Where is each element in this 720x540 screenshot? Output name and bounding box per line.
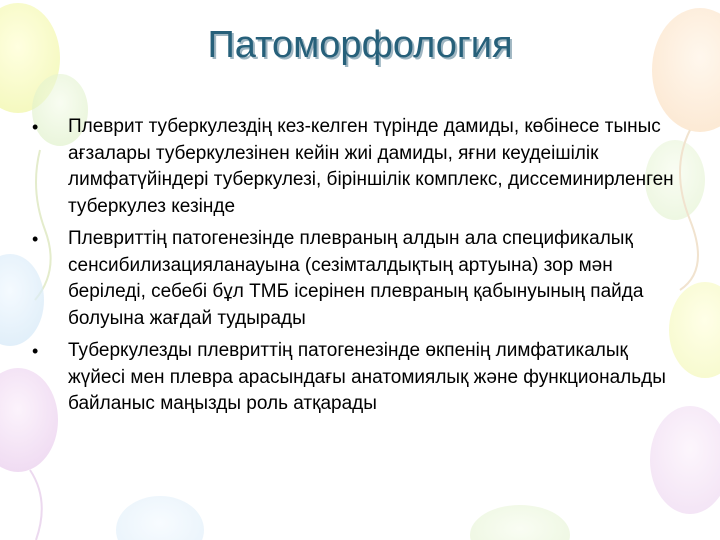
bullet-marker: • bbox=[32, 341, 39, 361]
list-item bbox=[32, 338, 682, 418]
slide-title: Патоморфология bbox=[207, 24, 513, 66]
bullet-text: Плевриттің патогенезінде плевраның алдын ала спецификалық сенсибилизацияланауына (сезімталдықтың артуына) зор мән беріледі, себебі бұл ТМБ ісерінен плевраның қабынуының пайда болуына жағдай тудырады bbox=[68, 228, 644, 329]
list-item bbox=[32, 226, 682, 332]
balloon-shape bbox=[470, 505, 570, 540]
bullet-marker: • bbox=[32, 229, 39, 249]
bullet-text: Плеврит туберкулездің кез-келген түрінде дамиды, көбінесе тыныс ағзалары туберкулезінен кейін жиі дамиды, яғни кеудеішілік лимфатүйіндері туберкулезі, біріншілік комплекс, диссеминирленген туберкулез кезінде bbox=[68, 116, 674, 217]
balloon-shape bbox=[116, 496, 204, 540]
bullet-list bbox=[32, 114, 682, 424]
bullet-marker: • bbox=[32, 117, 39, 137]
balloon-string bbox=[30, 470, 42, 540]
list-item bbox=[32, 114, 682, 220]
bullet-text: Туберкулезды плевриттің патогенезінде өкпенің лимфатикалық жүйесі мен плевра арасындағы анатомиялық және функциональды байланыс маңызды роль атқарады bbox=[68, 340, 666, 414]
